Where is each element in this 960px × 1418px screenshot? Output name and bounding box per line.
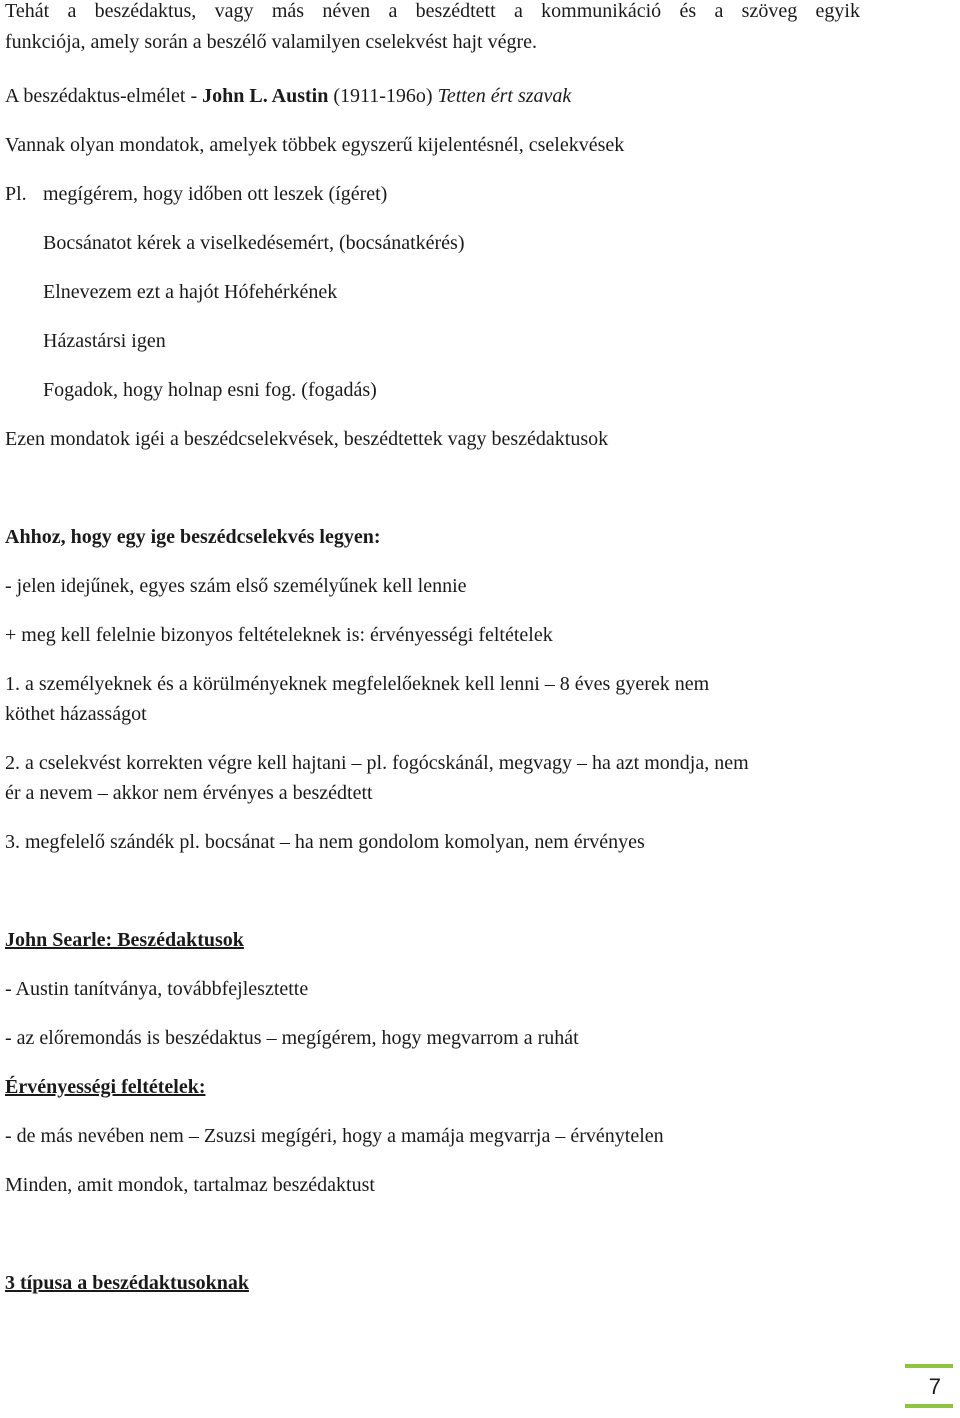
list-item: - Austin tanítványa, továbbfejlesztette: [5, 978, 309, 1000]
example-line: Elnevezem ezt a hajót Hófehérkének: [43, 281, 338, 303]
example-line: Bocsánatot kérek a viselkedésemért, (bocsánatkérés): [43, 232, 465, 254]
list-item: - de más nevében nem – Zsuzsi megígéri, hogy a mamája megvarrja – érvénytelen: [5, 1125, 664, 1147]
section-heading: 3 típusa a beszédaktusoknak: [5, 1272, 249, 1294]
list-item-continuation: köthet házasságot: [5, 703, 147, 725]
book-title: Tetten ért szavak: [437, 85, 572, 107]
paragraph-line: funkciója, amely során a beszélő valamilyen cselekvést hajt végre.: [5, 31, 538, 53]
list-item: - az előremondás is beszédaktus – megígérem, hogy megvarrom a ruhát: [5, 1027, 579, 1049]
paragraph-line: Ezen mondatok igéi a beszédcselekvések, beszédtettek vagy beszédaktusok: [5, 428, 609, 450]
list-item: 1. a személyeknek és a körülményeknek megfelelőeknek kell lenni – 8 éves gyerek nem: [5, 673, 710, 695]
list-item: 2. a cselekvést korrekten végre kell hajtani – pl. fogócskánál, megvagy – ha azt mondja, nem: [5, 752, 749, 774]
text-span: (1911-196o): [328, 85, 438, 107]
text-span: A beszédaktus-elmélet -: [5, 85, 203, 107]
section-heading: Ahhoz, hogy egy ige beszédcselekvés legyen:: [5, 526, 381, 548]
list-item: - jelen idejűnek, egyes szám első személyűnek kell lennie: [5, 575, 467, 597]
example-line: Fogadok, hogy holnap esni fog. (fogadás): [43, 379, 377, 401]
paragraph-line: Minden, amit mondok, tartalmaz beszédaktust: [5, 1174, 375, 1196]
example-label: Pl.: [5, 183, 27, 205]
paragraph-line: [5, 81, 571, 111]
example-line: megígérem, hogy időben ott leszek (ígéret): [43, 183, 388, 205]
list-item-continuation: ér a nevem – akkor nem érvényes a beszédtett: [5, 782, 373, 804]
paragraph-line: Tehát a beszédaktus, vagy más néven a beszédtett a kommunikáció és a szöveg egyik: [5, 0, 860, 22]
list-item: + meg kell felelnie bizonyos feltételeknek is: érvényességi feltételek: [5, 624, 553, 646]
paragraph-line: Vannak olyan mondatok, amelyek többek egyszerű kijelentésnél, cselekvések: [5, 134, 625, 156]
author-name: John L. Austin: [202, 85, 329, 107]
list-item: 3. megfelelő szándék pl. bocsánat – ha nem gondolom komolyan, nem érvényes: [5, 831, 645, 853]
section-heading: John Searle: Beszédaktusok: [5, 929, 244, 951]
section-heading: Érvényességi feltételek:: [5, 1076, 206, 1098]
page-number: 7: [905, 1364, 953, 1408]
example-line: Házastársi igen: [43, 330, 166, 352]
